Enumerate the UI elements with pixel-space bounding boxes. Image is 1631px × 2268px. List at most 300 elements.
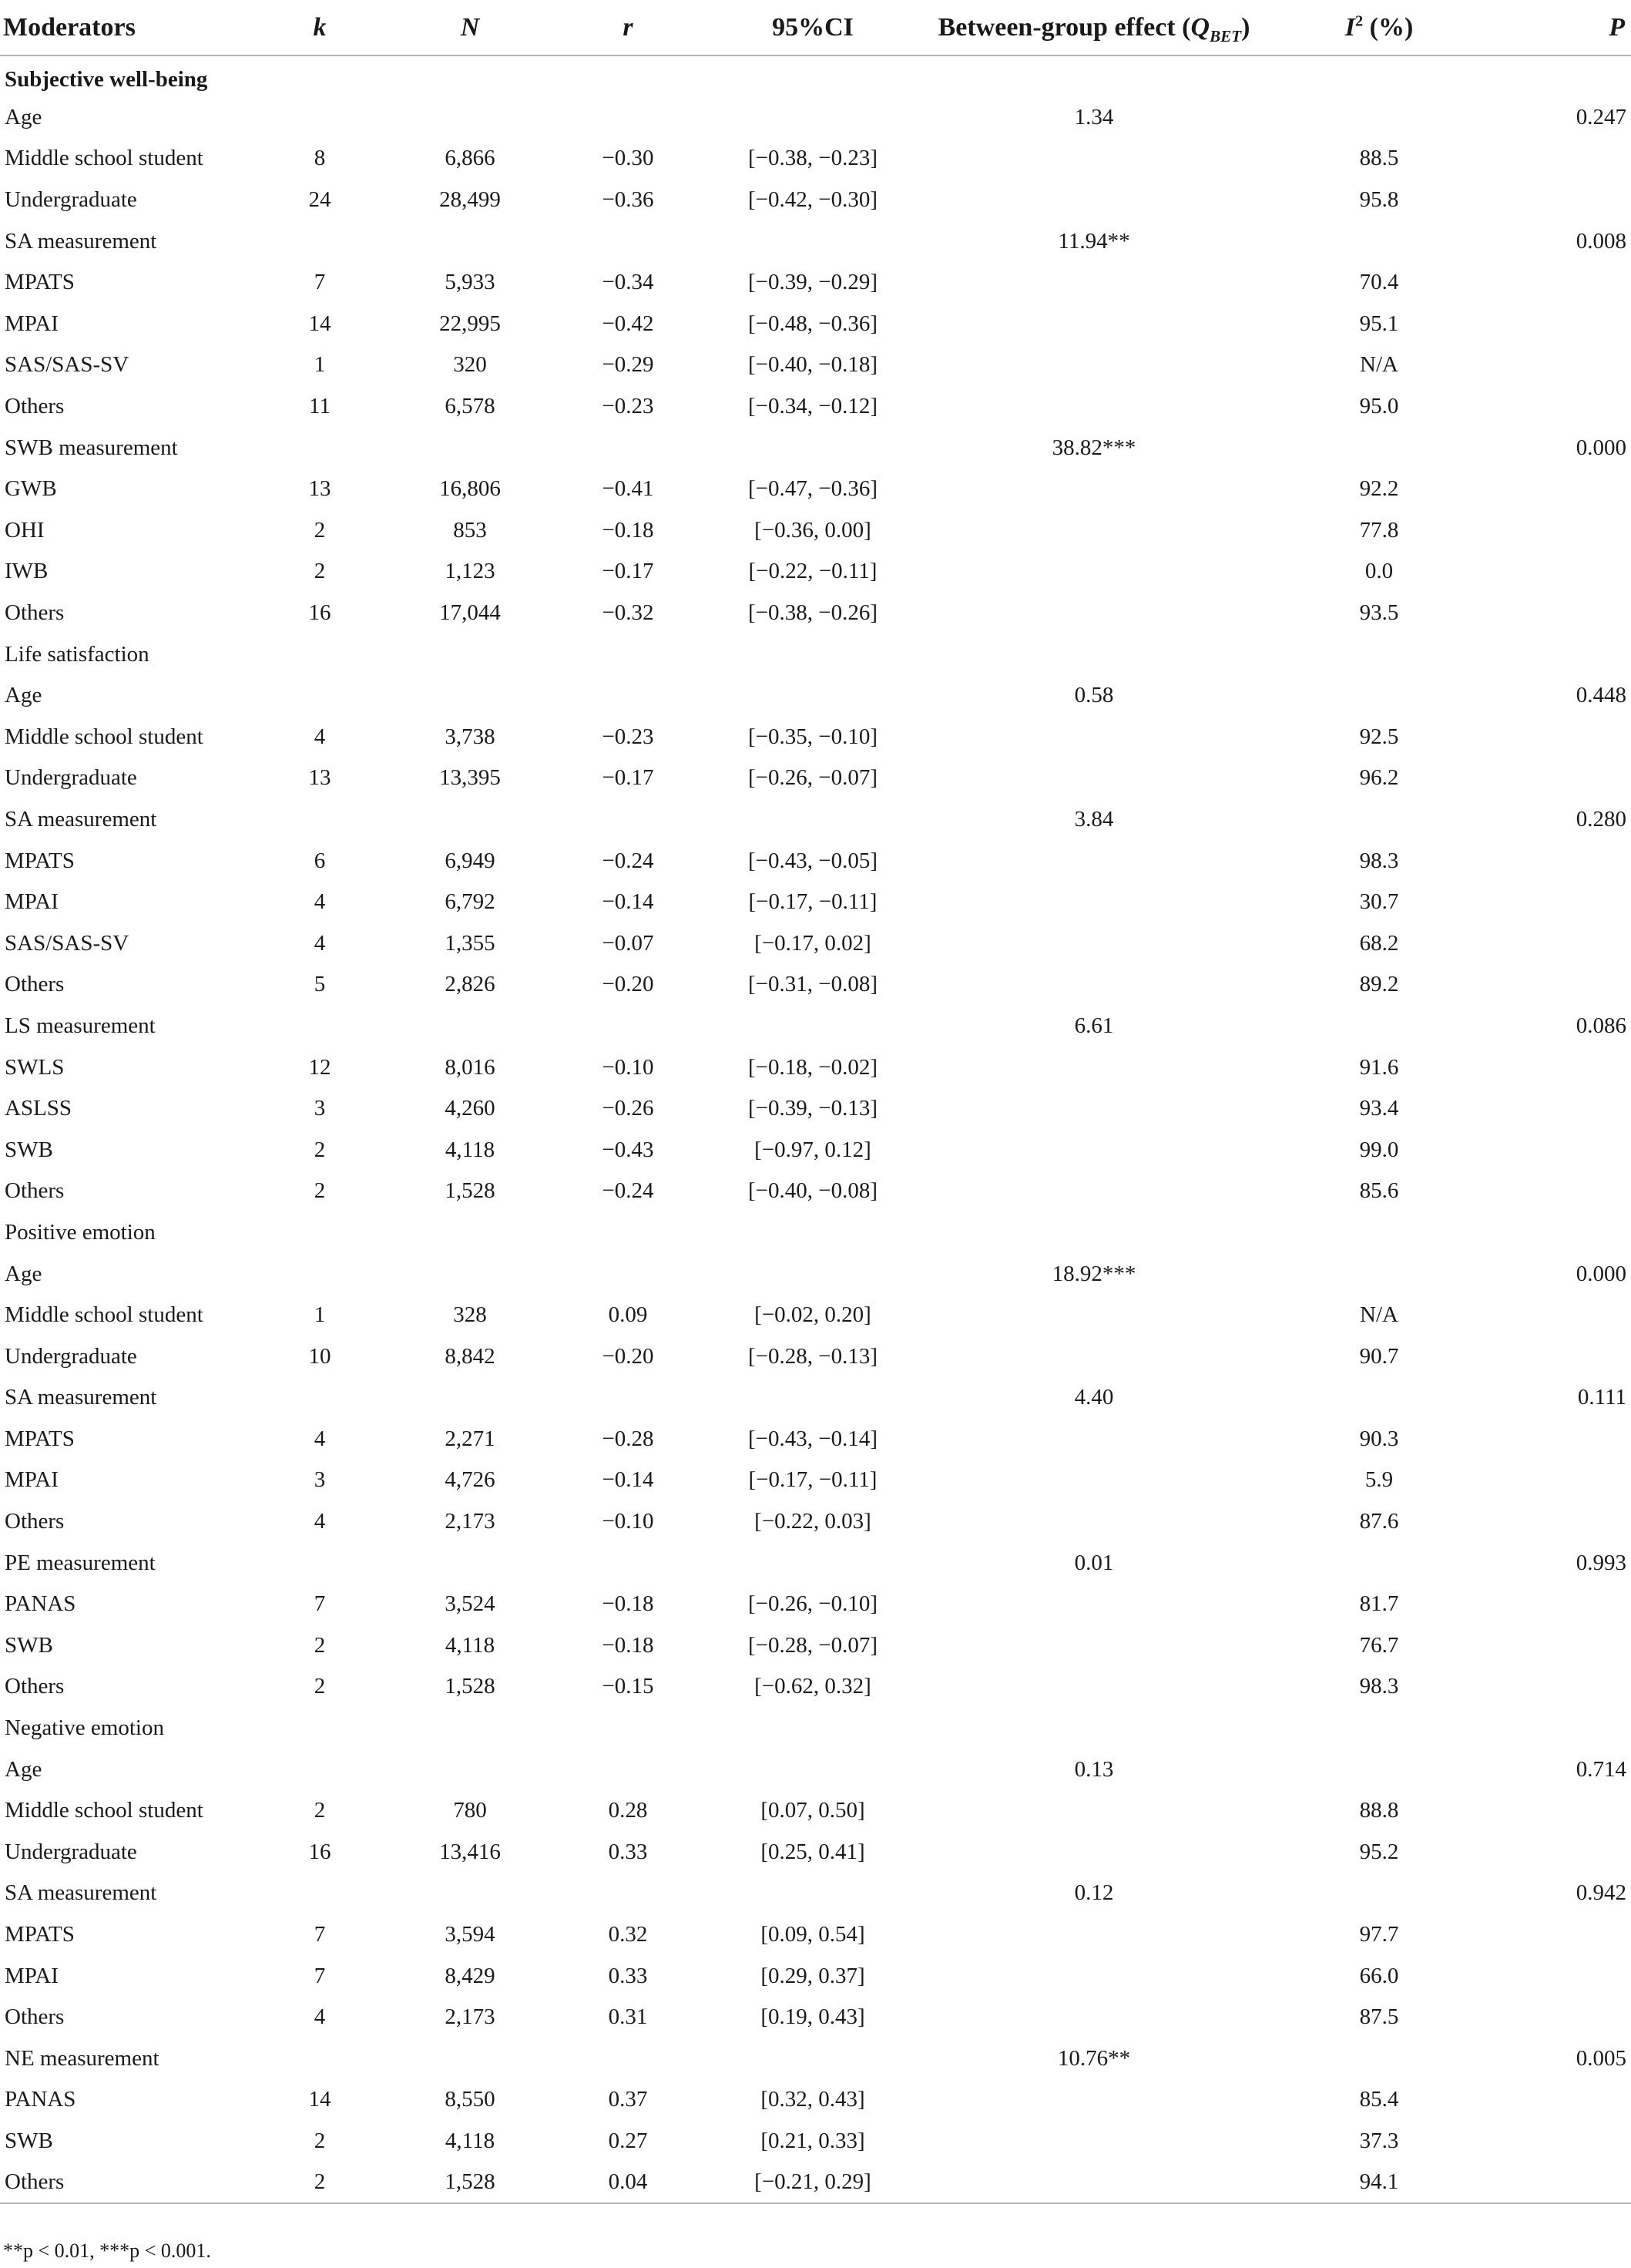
table-row — [0, 758, 1631, 799]
header-row — [0, 0, 1631, 55]
ci-cell: [−0.22, −0.11] — [748, 559, 878, 584]
moderator-cell: Others — [5, 1178, 65, 1204]
qbet-cell — [932, 2079, 1256, 2121]
table-row — [0, 1832, 1631, 1873]
table-row — [0, 964, 1631, 1006]
n-cell — [378, 1377, 562, 1419]
moderator-cell: Age — [5, 1261, 42, 1286]
r-cell — [562, 799, 693, 841]
p-cell: 0.008 — [1576, 228, 1626, 254]
table-row — [0, 1336, 1631, 1377]
qbet-cell — [932, 1584, 1256, 1625]
ci-cell: [−0.17, −0.11] — [748, 889, 878, 915]
qbet-cell: 1.34 — [1074, 104, 1114, 129]
between-prefix: Between-group effect ( — [938, 12, 1191, 42]
qbet-cell — [932, 386, 1256, 428]
i2-cell: 87.6 — [1359, 1509, 1399, 1534]
qbet-cell: 0.13 — [1074, 1756, 1114, 1782]
p-cell — [1502, 55, 1631, 97]
p-cell — [1502, 1997, 1631, 2038]
p-cell — [1502, 1708, 1631, 1749]
i2-cell: 97.7 — [1359, 1922, 1399, 1947]
r-cell: −0.43 — [602, 1137, 654, 1162]
r-cell — [562, 1873, 693, 1914]
i2-cell: 5.9 — [1364, 1467, 1394, 1493]
r-cell: −0.15 — [602, 1674, 654, 1699]
r-cell — [562, 55, 693, 97]
table-row — [0, 2162, 1631, 2203]
r-cell: 0.28 — [608, 1798, 648, 1823]
qbet-cell — [932, 1501, 1256, 1543]
p-cell — [1502, 2121, 1631, 2162]
n-cell: 4,726 — [445, 1467, 495, 1493]
p-cell — [1502, 758, 1631, 799]
moderator-cell: MPAI — [5, 1963, 59, 1988]
ci-cell: [0.21, 0.33] — [760, 2128, 865, 2153]
p-cell: 0.280 — [1576, 806, 1626, 832]
i2-cell — [1256, 1253, 1502, 1295]
r-cell: −0.32 — [602, 600, 654, 626]
n-cell: 8,550 — [445, 2087, 495, 2112]
qbet-cell — [932, 1088, 1256, 1130]
moderator-cell: Middle school student — [5, 146, 203, 171]
p-cell — [1502, 1171, 1631, 1212]
table-row — [0, 1790, 1631, 1832]
subgroup-row — [0, 1873, 1631, 1914]
r-cell: −0.24 — [602, 1178, 654, 1204]
ci-cell: [−0.38, −0.26] — [747, 600, 878, 626]
n-cell — [378, 2038, 562, 2080]
i2-cell: 92.5 — [1359, 724, 1399, 749]
table-row — [0, 922, 1631, 964]
qbet-cell — [932, 1832, 1256, 1873]
moderator-cell: Age — [5, 683, 42, 708]
p-cell — [1502, 840, 1631, 882]
k-cell: 12 — [308, 1054, 331, 1080]
i2-unit: (%) — [1363, 12, 1414, 42]
moderator-cell: Middle school student — [5, 1302, 203, 1328]
r-cell — [562, 427, 693, 469]
k-cell: 7 — [314, 1963, 326, 1988]
moderator-cell: MPATS — [5, 1426, 75, 1451]
i2-cell: 77.8 — [1359, 517, 1399, 543]
k-cell — [262, 97, 378, 139]
i2-cell — [1256, 1749, 1502, 1790]
ci-cell: [−0.34, −0.12] — [747, 394, 878, 419]
qbet-cell — [932, 469, 1256, 510]
n-cell: 320 — [453, 352, 487, 378]
qbet-cell — [932, 1419, 1256, 1460]
n-cell: 2,173 — [445, 1509, 495, 1534]
p-cell — [1502, 922, 1631, 964]
k-cell: 24 — [308, 187, 331, 213]
header-i2 — [1256, 0, 1502, 55]
qbet-cell — [932, 1666, 1256, 1708]
n-cell: 1,528 — [445, 1178, 495, 1204]
qbet-cell — [932, 55, 1256, 97]
ci-cell: [−0.40, −0.18] — [747, 352, 878, 378]
ci-cell — [693, 1006, 932, 1047]
table-row — [0, 304, 1631, 345]
ci-cell: [−0.26, −0.10] — [747, 1591, 878, 1617]
moderator-cell: Undergraduate — [5, 187, 137, 213]
p-cell: 0.111 — [1577, 1385, 1626, 1410]
i2-cell: 88.5 — [1359, 146, 1399, 171]
moderator-cell: PE measurement — [5, 1550, 156, 1575]
qbet-cell — [932, 1790, 1256, 1832]
qbet-cell — [932, 1336, 1256, 1377]
p-cell — [1502, 138, 1631, 180]
moderator-cell: Positive emotion — [5, 1219, 156, 1245]
n-cell: 6,578 — [445, 394, 495, 419]
qbet-cell — [932, 180, 1256, 221]
n-cell: 8,429 — [445, 1963, 495, 1988]
n-cell: 1,528 — [445, 1674, 495, 1699]
n-cell: 6,792 — [445, 889, 495, 915]
ci-cell — [693, 1749, 932, 1790]
p-cell — [1502, 1666, 1631, 1708]
between-sub: BET — [1210, 26, 1242, 45]
k-cell: 7 — [314, 1922, 326, 1947]
ci-cell — [693, 55, 932, 97]
i2-cell — [1256, 1377, 1502, 1419]
ci-cell — [693, 427, 932, 469]
moderator-cell: Others — [5, 972, 65, 997]
r-cell — [562, 1542, 693, 1584]
p-cell — [1502, 2079, 1631, 2121]
table-row — [0, 2079, 1631, 2121]
k-cell: 4 — [314, 889, 326, 915]
moderator-cell: SAS/SAS-SV — [5, 930, 129, 956]
k-cell: 2 — [314, 1137, 326, 1162]
p-cell — [1502, 262, 1631, 304]
k-cell — [262, 427, 378, 469]
r-cell: −0.41 — [602, 476, 654, 502]
qbet-cell: 10.76** — [1057, 2045, 1131, 2071]
qbet-cell — [932, 1129, 1256, 1171]
qbet-cell — [932, 1914, 1256, 1956]
ci-cell — [693, 633, 932, 675]
n-cell: 1,355 — [445, 930, 495, 956]
qbet-cell — [932, 882, 1256, 923]
moderator-cell: Age — [5, 104, 42, 129]
r-cell: 0.37 — [608, 2087, 648, 2112]
k-cell: 14 — [308, 311, 331, 336]
r-cell: 0.04 — [608, 2169, 648, 2195]
i2-cell — [1256, 1873, 1502, 1914]
moderator-cell: MPATS — [5, 848, 75, 873]
i2-cell — [1256, 675, 1502, 717]
moderator-cell: MPATS — [5, 1922, 75, 1947]
ci-cell — [693, 1873, 932, 1914]
p-cell — [1502, 2162, 1631, 2203]
r-cell: −0.26 — [602, 1096, 654, 1121]
p-cell: 0.714 — [1576, 1756, 1626, 1782]
r-cell — [562, 1749, 693, 1790]
k-cell: 13 — [308, 765, 331, 791]
n-cell: 2,826 — [445, 972, 495, 997]
ci-cell: [0.25, 0.41] — [760, 1839, 865, 1864]
p-cell: 0.005 — [1576, 2045, 1626, 2071]
r-cell: −0.20 — [602, 972, 654, 997]
between-q: Q — [1190, 12, 1210, 42]
table-footnote: **p < 0.01, ***p < 0.001. — [3, 2239, 211, 2262]
qbet-cell — [932, 922, 1256, 964]
qbet-cell: 18.92*** — [1052, 1261, 1136, 1286]
p-cell: 0.000 — [1576, 1261, 1626, 1286]
moderator-cell: SAS/SAS-SV — [5, 352, 129, 378]
ci-cell — [693, 799, 932, 841]
n-cell — [378, 1212, 562, 1254]
r-cell — [562, 633, 693, 675]
table-row — [0, 1419, 1631, 1460]
qbet-cell: 0.58 — [1074, 683, 1114, 708]
ci-cell — [693, 97, 932, 139]
ci-cell: [0.07, 0.50] — [760, 1798, 865, 1823]
k-cell: 1 — [314, 352, 326, 378]
ci-cell: [−0.17, 0.02] — [754, 930, 871, 956]
k-cell: 4 — [314, 930, 326, 956]
p-cell — [1502, 1212, 1631, 1254]
qbet-cell — [932, 840, 1256, 882]
i2-cell: 37.3 — [1359, 2128, 1399, 2153]
p-cell: 0.942 — [1576, 1880, 1626, 1906]
table-row — [0, 2121, 1631, 2162]
qbet-cell — [932, 510, 1256, 552]
moderator-cell: MPAI — [5, 311, 59, 336]
ci-cell: [−0.18, −0.02] — [747, 1054, 878, 1080]
n-cell: 4,260 — [445, 1096, 495, 1121]
n-cell: 1,528 — [445, 2169, 495, 2195]
r-cell: −0.14 — [602, 1467, 654, 1493]
qbet-cell — [932, 344, 1256, 386]
k-cell: 6 — [314, 848, 326, 873]
r-cell — [562, 220, 693, 262]
n-cell: 2,271 — [445, 1426, 495, 1451]
i2-cell — [1256, 799, 1502, 841]
i2-cell: 68.2 — [1359, 930, 1399, 956]
table-row — [0, 1047, 1631, 1088]
r-cell — [562, 97, 693, 139]
moderator-cell: SA measurement — [5, 1385, 157, 1410]
i2-cell: 94.1 — [1359, 2169, 1399, 2195]
p-cell — [1502, 1832, 1631, 1873]
k-cell: 2 — [314, 1674, 326, 1699]
ci-cell: [−0.26, −0.07] — [747, 765, 878, 791]
n-cell — [378, 1253, 562, 1295]
ci-cell: [−0.43, −0.14] — [747, 1426, 878, 1451]
table-row — [0, 180, 1631, 221]
k-cell: 7 — [314, 270, 326, 295]
p-cell — [1502, 717, 1631, 758]
ci-cell — [693, 1377, 932, 1419]
group-row — [0, 55, 1631, 97]
moderator-cell: Subjective well-being — [5, 66, 208, 92]
ci-cell: [0.19, 0.43] — [760, 2004, 865, 2030]
n-cell: 3,738 — [445, 724, 495, 749]
table-row — [0, 717, 1631, 758]
r-cell: 0.33 — [608, 1839, 648, 1864]
n-cell: 17,044 — [439, 600, 501, 626]
n-cell: 4,118 — [445, 1137, 495, 1162]
r-cell: −0.42 — [602, 311, 654, 336]
moderator-cell: GWB — [5, 476, 57, 502]
i2-cell: 92.2 — [1359, 476, 1399, 502]
i2-main: I — [1344, 12, 1355, 42]
moderator-cell: SWB — [5, 1632, 53, 1658]
k-cell: 2 — [314, 1632, 326, 1658]
moderator-cell: SA measurement — [5, 806, 157, 832]
moderator-cell: Others — [5, 2004, 65, 2030]
subgroup-row — [0, 1253, 1631, 1295]
n-cell: 780 — [453, 1798, 487, 1823]
k-cell — [262, 1749, 378, 1790]
p-cell: 0.993 — [1576, 1550, 1626, 1575]
n-cell — [378, 1006, 562, 1047]
i2-cell: 76.7 — [1359, 1632, 1399, 1658]
i2-cell: 87.5 — [1359, 2004, 1399, 2030]
qbet-cell: 3.84 — [1074, 806, 1114, 832]
ci-cell: [0.09, 0.54] — [760, 1922, 865, 1947]
qbet-cell — [932, 1171, 1256, 1212]
moderator-cell: MPAI — [5, 889, 59, 915]
qbet-cell — [932, 1295, 1256, 1336]
p-cell — [1502, 551, 1631, 593]
p-cell: 0.086 — [1576, 1013, 1626, 1038]
qbet-cell: 11.94** — [1058, 228, 1130, 254]
i2-cell: 93.5 — [1359, 600, 1399, 626]
n-cell: 4,118 — [445, 1632, 495, 1658]
n-cell — [378, 633, 562, 675]
moderator-cell: SWB — [5, 1137, 53, 1162]
r-cell: 0.33 — [608, 1963, 648, 1988]
n-cell — [378, 1542, 562, 1584]
ci-cell: [−0.21, 0.29] — [754, 2169, 871, 2195]
moderator-cell: PANAS — [5, 2087, 76, 2112]
n-cell — [378, 1749, 562, 1790]
ci-cell: [−0.39, −0.29] — [747, 270, 878, 295]
ci-cell: [−0.42, −0.30] — [747, 187, 878, 213]
p-cell: 0.247 — [1576, 104, 1626, 129]
n-cell: 8,016 — [445, 1054, 495, 1080]
i2-cell: 66.0 — [1359, 1963, 1399, 1988]
k-cell — [262, 633, 378, 675]
table-row — [0, 1625, 1631, 1667]
k-cell: 4 — [314, 1509, 326, 1534]
table-row — [0, 469, 1631, 510]
moderator-cell: Others — [5, 394, 65, 419]
k-cell — [262, 675, 378, 717]
moderator-cell: Others — [5, 600, 65, 626]
n-cell: 5,933 — [445, 270, 495, 295]
moderator-cell: Middle school student — [5, 1798, 203, 1823]
ci-cell: [0.29, 0.37] — [760, 1963, 865, 1988]
moderator-cell: Others — [5, 1674, 65, 1699]
i2-cell — [1256, 220, 1502, 262]
qbet-cell — [932, 304, 1256, 345]
qbet-cell: 38.82*** — [1052, 435, 1136, 460]
table-row — [0, 1914, 1631, 1956]
header-ci: 95%CI — [693, 0, 932, 55]
r-cell: −0.17 — [602, 559, 654, 584]
n-cell: 16,806 — [439, 476, 501, 502]
moderator-cell: Others — [5, 1509, 65, 1534]
n-cell — [378, 1873, 562, 1914]
k-cell: 4 — [314, 724, 326, 749]
k-cell: 3 — [314, 1467, 326, 1493]
n-cell — [378, 55, 562, 97]
r-cell — [562, 1212, 693, 1254]
i2-cell — [1256, 633, 1502, 675]
i2-cell: 90.7 — [1359, 1343, 1399, 1369]
r-cell: −0.20 — [602, 1343, 654, 1369]
moderator-cell: MPATS — [5, 270, 75, 295]
p-cell — [1502, 1625, 1631, 1667]
ci-cell: [−0.38, −0.23] — [747, 146, 878, 171]
header-r: r — [562, 0, 693, 55]
k-cell: 5 — [314, 972, 326, 997]
r-cell: −0.18 — [602, 1591, 654, 1617]
header-between-group-effect — [932, 0, 1256, 55]
k-cell: 16 — [308, 1839, 331, 1864]
k-cell: 2 — [314, 559, 326, 584]
i2-cell: 0.0 — [1364, 559, 1394, 584]
ci-cell: [−0.35, −0.10] — [747, 724, 878, 749]
k-cell — [262, 220, 378, 262]
ci-cell: [−0.28, −0.07] — [747, 1632, 878, 1658]
n-cell: 4,118 — [445, 2128, 495, 2153]
table-row — [0, 262, 1631, 304]
k-cell: 16 — [308, 600, 331, 626]
r-cell: −0.14 — [602, 889, 654, 915]
n-cell — [378, 427, 562, 469]
n-cell: 28,499 — [439, 187, 501, 213]
qbet-cell — [932, 633, 1256, 675]
i2-cell: 89.2 — [1359, 972, 1399, 997]
table-row — [0, 551, 1631, 593]
n-cell — [378, 675, 562, 717]
i2-cell: 91.6 — [1359, 1054, 1399, 1080]
i2-sup: 2 — [1354, 12, 1364, 30]
p-cell — [1502, 510, 1631, 552]
k-cell: 11 — [309, 394, 331, 419]
r-cell — [562, 1006, 693, 1047]
qbet-cell — [932, 964, 1256, 1006]
k-cell — [262, 1873, 378, 1914]
k-cell: 13 — [308, 476, 331, 502]
k-cell: 2 — [314, 1798, 326, 1823]
k-cell — [262, 1212, 378, 1254]
i2-cell: 98.3 — [1359, 1674, 1399, 1699]
moderator-cell: Others — [5, 2169, 65, 2195]
i2-cell: 95.1 — [1359, 311, 1399, 336]
n-cell: 13,416 — [439, 1839, 501, 1864]
table-row — [0, 1295, 1631, 1336]
i2-cell: 30.7 — [1359, 889, 1399, 915]
table-row — [0, 593, 1631, 634]
i2-cell: 85.6 — [1359, 1178, 1399, 1204]
moderator-cell: PANAS — [5, 1591, 76, 1617]
p-cell — [1502, 1914, 1631, 1956]
between-suffix: ) — [1241, 12, 1250, 42]
i2-cell — [1256, 55, 1502, 97]
p-cell — [1502, 304, 1631, 345]
ci-cell: [−0.43, −0.05] — [747, 848, 878, 873]
subgroup-row — [0, 97, 1631, 139]
table-row — [0, 1088, 1631, 1130]
table-row — [0, 1955, 1631, 1997]
k-cell: 2 — [314, 2128, 326, 2153]
